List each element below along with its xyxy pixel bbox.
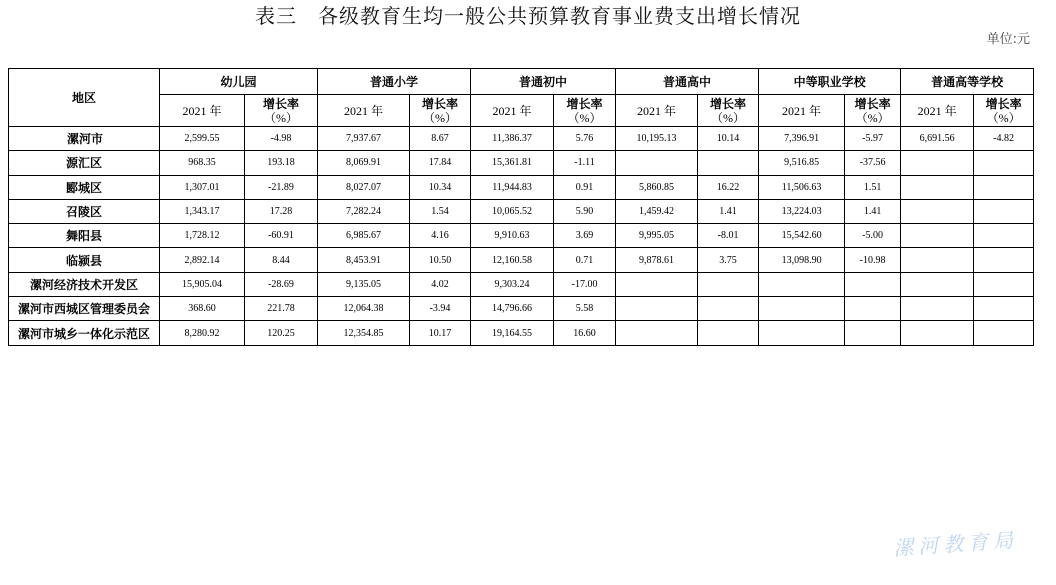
- growth-rate-cell: 8.67: [410, 127, 471, 151]
- region-cell: 临颍县: [9, 248, 160, 272]
- growth-rate-cell: 10.14: [698, 127, 759, 151]
- growth-rate-cell: 5.76: [554, 127, 616, 151]
- amount-cell: 2,892.14: [160, 248, 245, 272]
- amount-cell: 9,995.05: [616, 224, 698, 248]
- amount-cell: [901, 321, 974, 345]
- amount-cell: [616, 297, 698, 321]
- table-row: [9, 272, 1034, 296]
- amount-cell: 14,796.66: [471, 297, 554, 321]
- amount-cell: [901, 199, 974, 223]
- growth-rate-cell: 10.34: [410, 175, 471, 199]
- growth-rate-cell: -1.11: [554, 151, 616, 175]
- growth-rate-cell: 1.51: [845, 175, 901, 199]
- amount-cell: 1,307.01: [160, 175, 245, 199]
- growth-rate-unit: （%）: [423, 110, 458, 125]
- group-header-junior-high: 普通初中: [471, 69, 616, 95]
- growth-rate-header: [698, 95, 759, 127]
- table-header: [9, 69, 1034, 127]
- growth-rate-cell: -60.91: [245, 224, 318, 248]
- group-header-row: [9, 69, 1034, 95]
- amount-cell: 7,937.67: [318, 127, 410, 151]
- region-cell: 郾城区: [9, 175, 160, 199]
- growth-rate-cell: [974, 199, 1034, 223]
- amount-cell: [616, 151, 698, 175]
- growth-rate-label: 增长率: [710, 96, 747, 111]
- region-cell: 召陵区: [9, 199, 160, 223]
- growth-rate-cell: 10.50: [410, 248, 471, 272]
- growth-rate-header: [554, 95, 616, 127]
- table-row: [9, 248, 1034, 272]
- amount-cell: [901, 175, 974, 199]
- amount-cell: 9,878.61: [616, 248, 698, 272]
- growth-rate-label: 增长率: [422, 96, 459, 111]
- growth-rate-header: [410, 95, 471, 127]
- table-row: [9, 321, 1034, 345]
- table-body: [9, 127, 1034, 346]
- growth-rate-cell: [974, 224, 1034, 248]
- table-row: [9, 127, 1034, 151]
- amount-cell: [901, 151, 974, 175]
- growth-rate-cell: [974, 297, 1034, 321]
- growth-rate-cell: -17.00: [554, 272, 616, 296]
- growth-rate-cell: [974, 151, 1034, 175]
- growth-rate-cell: 17.28: [245, 199, 318, 223]
- amount-cell: 9,303.24: [471, 272, 554, 296]
- growth-rate-cell: 221.78: [245, 297, 318, 321]
- growth-rate-unit: （%）: [264, 110, 298, 125]
- amount-cell: 13,224.03: [759, 199, 845, 223]
- amount-cell: 8,027.07: [318, 175, 410, 199]
- region-cell: 源汇区: [9, 151, 160, 175]
- amount-cell: 9,516.85: [759, 151, 845, 175]
- growth-rate-header: [974, 95, 1034, 127]
- growth-rate-header: [845, 95, 901, 127]
- growth-rate-cell: 3.69: [554, 224, 616, 248]
- amount-cell: 6,691.56: [901, 127, 974, 151]
- amount-cell: 8,069.91: [318, 151, 410, 175]
- growth-rate-cell: [974, 248, 1034, 272]
- amount-cell: 6,985.67: [318, 224, 410, 248]
- amount-cell: 11,386.37: [471, 127, 554, 151]
- amount-cell: [759, 297, 845, 321]
- amount-cell: 968.35: [160, 151, 245, 175]
- amount-cell: [759, 321, 845, 345]
- growth-rate-unit: （%）: [855, 110, 890, 125]
- region-cell: 漯河市西城区管理委员会: [9, 297, 160, 321]
- growth-rate-header: [245, 95, 318, 127]
- growth-rate-cell: -3.94: [410, 297, 471, 321]
- region-cell: 漯河经济技术开发区: [9, 272, 160, 296]
- sub-header-row: [9, 95, 1034, 127]
- growth-rate-cell: 5.58: [554, 297, 616, 321]
- amount-cell: 7,282.24: [318, 199, 410, 223]
- group-header-vocational-school: 中等职业学校: [759, 69, 901, 95]
- amount-cell: 19,164.55: [471, 321, 554, 345]
- region-cell: 漯河市: [9, 127, 160, 151]
- growth-rate-cell: -10.98: [845, 248, 901, 272]
- group-header-senior-high: 普通高中: [616, 69, 759, 95]
- amount-cell: 8,280.92: [160, 321, 245, 345]
- amount-cell: 10,065.52: [471, 199, 554, 223]
- growth-rate-cell: 0.71: [554, 248, 616, 272]
- amount-cell: 12,160.58: [471, 248, 554, 272]
- growth-rate-cell: -5.97: [845, 127, 901, 151]
- year-header: 2021 年: [759, 95, 845, 127]
- table-row: [9, 297, 1034, 321]
- amount-cell: 12,354.85: [318, 321, 410, 345]
- growth-rate-cell: 1.41: [845, 199, 901, 223]
- year-header: 2021 年: [160, 95, 245, 127]
- table-row: [9, 199, 1034, 223]
- growth-rate-cell: [974, 175, 1034, 199]
- growth-rate-cell: [698, 151, 759, 175]
- growth-rate-cell: 10.17: [410, 321, 471, 345]
- page-title: 表三 各级教育生均一般公共预算教育事业费支出增长情况: [255, 4, 801, 28]
- growth-rate-unit: （%）: [711, 110, 746, 125]
- amount-cell: 10,195.13: [616, 127, 698, 151]
- group-header-higher-education: 普通高等学校: [901, 69, 1034, 95]
- region-header: 地区: [9, 69, 160, 127]
- amount-cell: 2,599.55: [160, 127, 245, 151]
- growth-rate-cell: [974, 272, 1034, 296]
- growth-rate-cell: 5.90: [554, 199, 616, 223]
- table-row: [9, 224, 1034, 248]
- growth-rate-label: 增长率: [985, 96, 1022, 111]
- amount-cell: [901, 224, 974, 248]
- amount-cell: 11,944.83: [471, 175, 554, 199]
- amount-cell: 12,064.38: [318, 297, 410, 321]
- growth-rate-unit: （%）: [567, 110, 602, 125]
- amount-cell: 11,506.63: [759, 175, 845, 199]
- growth-rate-cell: 16.22: [698, 175, 759, 199]
- growth-rate-cell: 193.18: [245, 151, 318, 175]
- group-header-kindergarten: 幼儿园: [160, 69, 318, 95]
- growth-rate-label: 增长率: [854, 96, 891, 111]
- growth-rate-label: 增长率: [263, 96, 300, 111]
- growth-rate-cell: 8.44: [245, 248, 318, 272]
- growth-rate-cell: 4.16: [410, 224, 471, 248]
- year-header: 2021 年: [471, 95, 554, 127]
- group-header-primary-school: 普通小学: [318, 69, 471, 95]
- amount-cell: [901, 272, 974, 296]
- growth-rate-cell: -8.01: [698, 224, 759, 248]
- growth-rate-cell: 3.75: [698, 248, 759, 272]
- amount-cell: 368.60: [160, 297, 245, 321]
- amount-cell: 9,910.63: [471, 224, 554, 248]
- amount-cell: 15,542.60: [759, 224, 845, 248]
- unit-label: 单位:元: [986, 32, 1030, 47]
- expenditure-table: [8, 68, 1034, 346]
- growth-rate-cell: -37.56: [845, 151, 901, 175]
- growth-rate-cell: 16.60: [554, 321, 616, 345]
- region-cell: 漯河市城乡一体化示范区: [9, 321, 160, 345]
- amount-cell: [616, 272, 698, 296]
- growth-rate-cell: [698, 297, 759, 321]
- amount-cell: 9,135.05: [318, 272, 410, 296]
- year-header: 2021 年: [616, 95, 698, 127]
- year-header: 2021 年: [318, 95, 410, 127]
- year-header: 2021 年: [901, 95, 974, 127]
- amount-cell: [901, 248, 974, 272]
- growth-rate-cell: [845, 321, 901, 345]
- growth-rate-cell: [845, 272, 901, 296]
- watermark: 漯河教育局: [892, 527, 1019, 561]
- growth-rate-cell: 4.02: [410, 272, 471, 296]
- growth-rate-cell: 120.25: [245, 321, 318, 345]
- amount-cell: 1,459.42: [616, 199, 698, 223]
- growth-rate-cell: [698, 321, 759, 345]
- amount-cell: [759, 272, 845, 296]
- growth-rate-cell: 1.54: [410, 199, 471, 223]
- amount-cell: 8,453.91: [318, 248, 410, 272]
- amount-cell: 15,361.81: [471, 151, 554, 175]
- region-cell: 舞阳县: [9, 224, 160, 248]
- growth-rate-cell: -4.98: [245, 127, 318, 151]
- growth-rate-cell: -21.89: [245, 175, 318, 199]
- growth-rate-cell: [845, 297, 901, 321]
- growth-rate-cell: [974, 321, 1034, 345]
- growth-rate-label: 增长率: [566, 96, 603, 111]
- amount-cell: [901, 297, 974, 321]
- amount-cell: 13,098.90: [759, 248, 845, 272]
- growth-rate-cell: 0.91: [554, 175, 616, 199]
- growth-rate-cell: -5.00: [845, 224, 901, 248]
- growth-rate-cell: -4.82: [974, 127, 1034, 151]
- growth-rate-unit: （%）: [986, 110, 1021, 125]
- amount-cell: 7,396.91: [759, 127, 845, 151]
- amount-cell: 1,343.17: [160, 199, 245, 223]
- amount-cell: [616, 321, 698, 345]
- amount-cell: 15,905.04: [160, 272, 245, 296]
- table-row: [9, 175, 1034, 199]
- growth-rate-cell: [698, 272, 759, 296]
- table-row: [9, 151, 1034, 175]
- growth-rate-cell: 1.41: [698, 199, 759, 223]
- amount-cell: 1,728.12: [160, 224, 245, 248]
- growth-rate-cell: 17.84: [410, 151, 471, 175]
- growth-rate-cell: -28.69: [245, 272, 318, 296]
- amount-cell: 5,860.85: [616, 175, 698, 199]
